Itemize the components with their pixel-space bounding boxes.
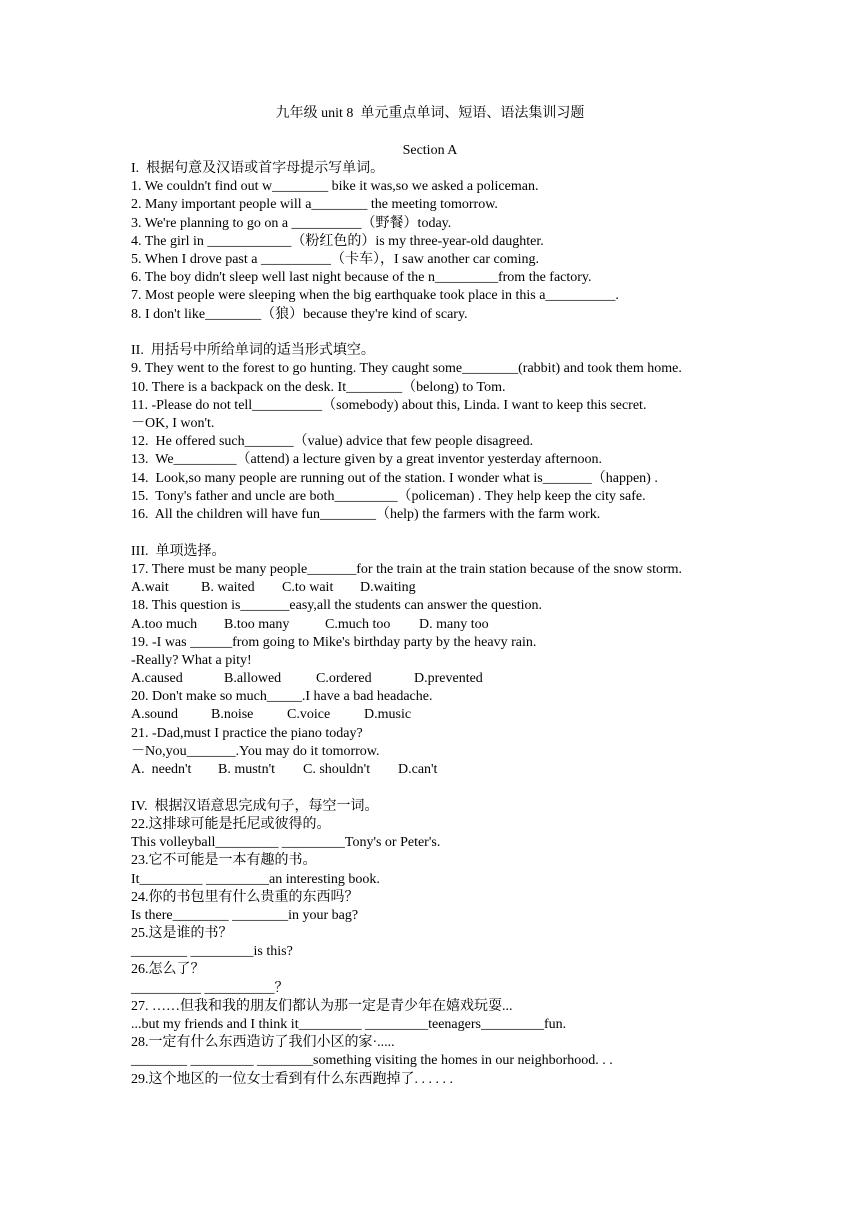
question-23-chinese: 23.它不可能是一本有趣的书。 (131, 853, 317, 869)
option-c: C.to wait (282, 580, 334, 596)
page-title: 九年级 unit 8 单元重点单词、短语、语法集训习题 (275, 106, 585, 121)
question-11-reply: －OK, I won't. (131, 416, 215, 432)
question-4: 4. The girl in ____________（粉红色的）is my three-year-old daughter. (131, 233, 544, 249)
part1-heading: I. 根据句意及汉语或首字母提示写单词。 (131, 161, 385, 176)
option-a: A.caused (131, 671, 183, 687)
question-25-sentence: ________ _________is this? (131, 944, 293, 960)
question-24-chinese: 24.你的书包里有什么贵重的东西吗？ (131, 889, 359, 905)
question-3: 3. We're planning to go on a __________（野餐）today. (131, 215, 452, 231)
option-a: A.too much (131, 616, 198, 632)
question-21: 21. -Dad,must I practice the piano today? (131, 725, 363, 741)
question-22-sentence: This volleyball_________ _________Tony's or Peter's. (131, 835, 441, 851)
section-title: Section A (402, 143, 458, 158)
worksheet-content (131, 160, 831, 1089)
question-29-chinese: 29.这个地区的一位女士看到有什么东西跑掉了. . . . . . (131, 1071, 453, 1087)
question-19-reply: -Really? What a pity! (131, 652, 252, 668)
option-d: D.music (364, 707, 412, 723)
question-5: 5. When I drove past a __________（卡车），I saw another car coming. (131, 251, 539, 267)
spacer (131, 524, 831, 543)
question-24-sentence: Is there________ ________in your bag? (131, 907, 359, 923)
option-b: B.allowed (224, 671, 282, 687)
option-d: D.prevented (414, 671, 483, 687)
question-14: 14. Look,so many people are running out of the station. I wonder what is_______（happen) . (131, 470, 658, 486)
question-19: 19. -I was ______from going to Mike's birthday party by the heavy rain. (131, 634, 537, 650)
option-b: B. waited (201, 580, 255, 596)
option-d: D. many too (419, 616, 489, 632)
option-d: D.waiting (360, 580, 416, 596)
option-c: C.much too (325, 616, 391, 632)
question-15: 15. Tony's father and uncle are both_________（policeman) . They help keep the city safe. (131, 488, 646, 504)
spacer (131, 324, 831, 343)
option-c: C. shouldn't (303, 762, 371, 777)
question-2: 2. Many important people will a________ the meeting tomorrow. (131, 197, 498, 213)
question-27-sentence: ...but my friends and I think it_________ _________teenagers_________fun. (131, 1017, 567, 1033)
question-20-options (131, 706, 831, 724)
part4-heading: IV. 根据汉语意思完成句子，每空一词。 (131, 798, 379, 814)
question-9: 9. They went to the forest to go hunting. They caught some________(rabbit) and took them home. (131, 361, 682, 377)
question-28-chinese: 28.一定有什么东西造访了我们小区的家·..... (131, 1035, 395, 1051)
question-21-options (131, 761, 831, 779)
question-23-sentence: It_________ _________an interesting book. (131, 871, 380, 887)
question-21-reply: －No,you_______.You may do it tomorrow. (131, 743, 380, 759)
question-27-chinese: 27. ……但我和我的朋友们都认为那一定是青少年在嬉戏玩耍... (131, 998, 513, 1014)
question-19-options (131, 670, 831, 688)
part3-heading: III. 单项选择。 (131, 543, 226, 559)
option-d: D.can't (398, 762, 438, 777)
part2-heading: II. 用括号中所给单词的适当形式填空。 (131, 343, 375, 359)
option-b: B.noise (211, 707, 254, 723)
option-c: C.ordered (316, 671, 372, 687)
option-b: B. mustn't (218, 762, 275, 777)
option-a: A. needn't (131, 762, 192, 777)
option-a: A.wait (131, 580, 169, 596)
question-11: 11. -Please do not tell__________（somebody) about this, Linda. I want to keep this secret. (131, 397, 647, 413)
question-26-chinese: 26.怎么了？ (131, 962, 205, 978)
question-6: 6. The boy didn't sleep well last night because of the n_________from the factory. (131, 270, 592, 286)
option-a: A.sound (131, 707, 179, 723)
question-26-sentence: __________ __________？ (131, 980, 289, 996)
question-20: 20. Don't make so much_____.I have a bad headache. (131, 689, 433, 705)
question-12: 12. He offered such_______（value) advice that few people disagreed. (131, 434, 534, 450)
question-25-chinese: 25.这是谁的书？ (131, 926, 233, 942)
option-c: C.voice (287, 707, 331, 723)
question-1: 1. We couldn't find out w________ bike it was,so we asked a policeman. (131, 179, 539, 195)
question-17-options (131, 579, 831, 597)
question-7: 7. Most people were sleeping when the big earthquake took place in this a__________. (131, 288, 619, 304)
spacer (131, 779, 831, 798)
question-8: 8. I don't like________（狼）because they're kind of scary. (131, 306, 468, 322)
question-22-chinese: 22.这排球可能是托尼或彼得的。 (131, 816, 331, 832)
question-28-sentence: ________ _________ ________something visiting the homes in our neighborhood. . . (131, 1053, 613, 1069)
question-18: 18. This question is_______easy,all the students can answer the question. (131, 598, 542, 614)
question-13: 13. We_________（attend) a lecture given by a great inventor yesterday afternoon. (131, 452, 602, 468)
option-b: B.too many (224, 616, 290, 632)
question-10: 10. There is a backpack on the desk. It________（belong) to Tom. (131, 379, 506, 395)
question-16: 16. All the children will have fun________（help) the farmers with the farm work. (131, 506, 601, 522)
question-17: 17. There must be many people_______for the train at the train station because of the snow storm. (131, 561, 683, 577)
question-18-options (131, 616, 831, 634)
